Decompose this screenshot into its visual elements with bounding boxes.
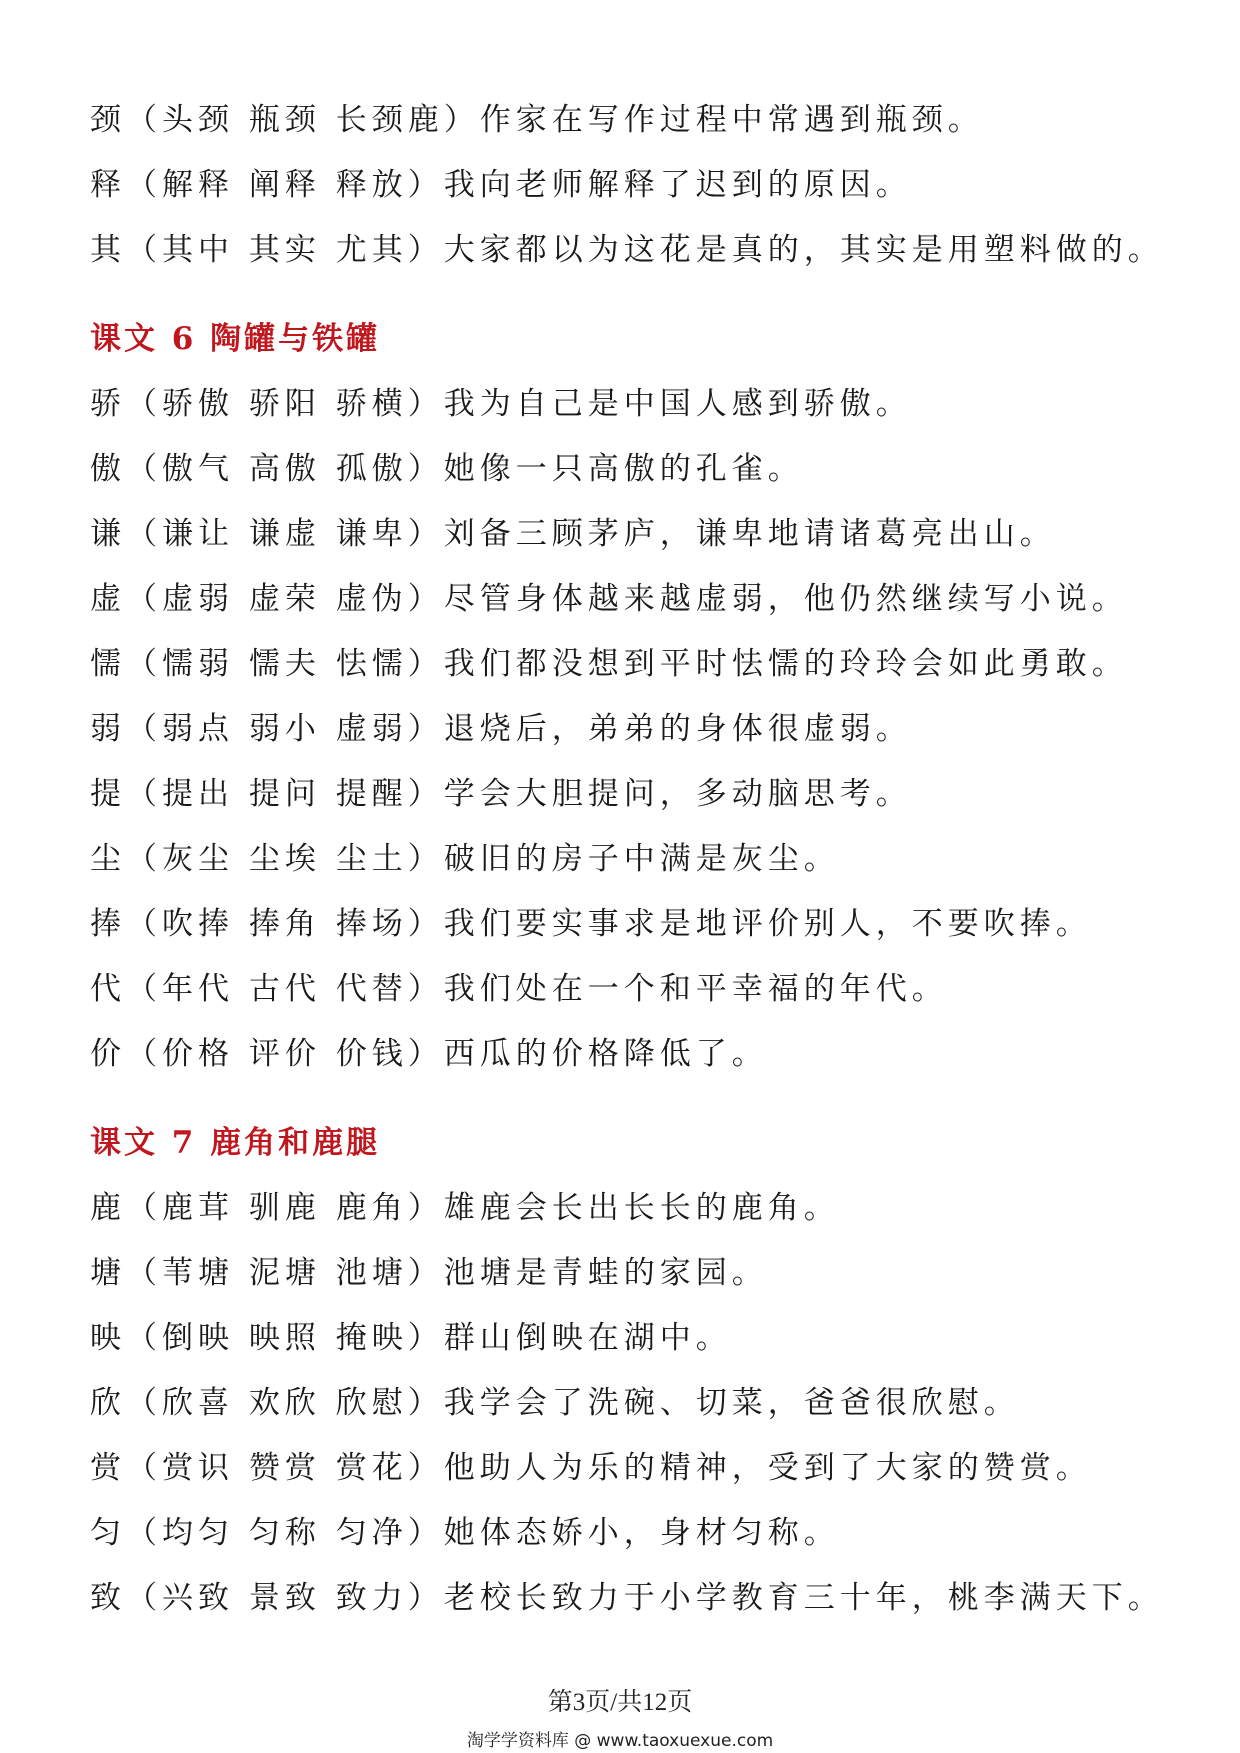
vocab-line: 虚（虚弱 虚荣 虚伪）尽管身体越来越虚弱，他仍然继续写小说。 <box>90 581 1128 617</box>
document-content <box>90 88 1190 1631</box>
vocab-line: 骄（骄傲 骄阳 骄横）我为自己是中国人感到骄傲。 <box>90 386 912 422</box>
vocab-line: 欣（欣喜 欢欣 欣慰）我学会了洗碗、切菜，爸爸很欣慰。 <box>90 1385 1020 1421</box>
vocab-line: 塘（苇塘 泥塘 池塘）池塘是青蛙的家园。 <box>90 1255 768 1291</box>
vocab-line: 鹿（鹿茸 驯鹿 鹿角）雄鹿会长出长长的鹿角。 <box>90 1190 840 1226</box>
vocab-line: 颈（头颈 瓶颈 长颈鹿）作家在写作过程中常遇到瓶颈。 <box>90 102 984 138</box>
vocab-line: 傲（傲气 高傲 孤傲）她像一只高傲的孔雀。 <box>90 451 804 487</box>
section-title-lesson-6: 课文 6 陶罐与铁罐 <box>90 321 381 357</box>
page-number: 第3页/共12页 <box>547 1689 693 1716</box>
vocab-line: 映（倒映 映照 掩映）群山倒映在湖中。 <box>90 1320 732 1356</box>
vocab-line: 弱（弱点 弱小 虚弱）退烧后，弟弟的身体很虚弱。 <box>90 711 912 747</box>
vocab-line: 谦（谦让 谦虚 谦卑）刘备三顾茅庐，谦卑地请诸葛亮出山。 <box>90 516 1056 552</box>
vocab-line: 其（其中 其实 尤其）大家都以为这花是真的，其实是用塑料做的。 <box>90 232 1164 268</box>
vocab-line: 赏（赏识 赞赏 赏花）他助人为乐的精神，受到了大家的赞赏。 <box>90 1450 1092 1486</box>
vocab-line: 匀（均匀 匀称 匀净）她体态娇小，身材匀称。 <box>90 1515 840 1551</box>
vocab-line: 致（兴致 景致 致力）老校长致力于小学教育三十年，桃李满天下。 <box>90 1580 1164 1616</box>
vocab-line: 价（价格 评价 价钱）西瓜的价格降低了。 <box>90 1036 768 1072</box>
vocab-line: 释（解释 阐释 释放）我向老师解释了迟到的原因。 <box>90 167 912 203</box>
vocab-line: 捧（吹捧 捧角 捧场）我们要实事求是地评价别人，不要吹捧。 <box>90 906 1092 942</box>
vocab-line: 代（年代 古代 代替）我们处在一个和平幸福的年代。 <box>90 971 948 1007</box>
vocab-line: 提（提出 提问 提醒）学会大胆提问，多动脑思考。 <box>90 776 912 812</box>
section-title-lesson-7: 课文 7 鹿角和鹿腿 <box>90 1125 381 1161</box>
site-watermark: 淘学学资料库 @ www.taoxuexue.com <box>466 1731 774 1751</box>
vocab-line: 懦（懦弱 懦夫 怯懦）我们都没想到平时怯懦的玲玲会如此勇敢。 <box>90 646 1128 682</box>
vocab-line: 尘（灰尘 尘埃 尘土）破旧的房子中满是灰尘。 <box>90 841 840 877</box>
